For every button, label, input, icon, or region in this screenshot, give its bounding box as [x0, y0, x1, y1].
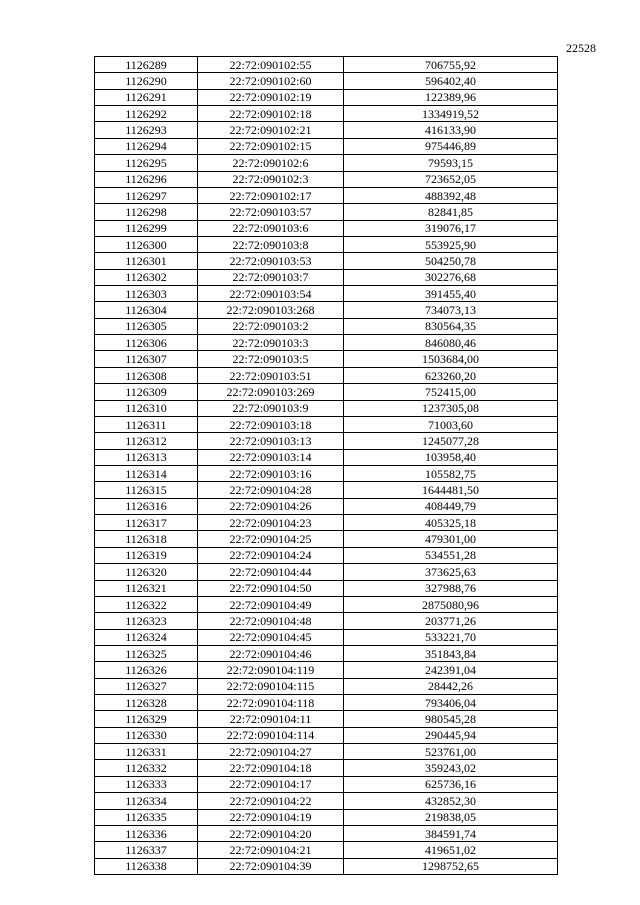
value-cell: 391455,40	[344, 286, 558, 302]
value-cell: 479301,00	[344, 531, 558, 547]
cadastral-number-cell: 22:72:090104:44	[198, 564, 344, 580]
row-number-cell: 1126294	[95, 138, 198, 154]
table-row	[95, 269, 558, 285]
table-row	[95, 858, 558, 874]
table-row	[95, 629, 558, 645]
row-number-cell: 1126327	[95, 678, 198, 694]
value-cell: 408449,79	[344, 498, 558, 514]
value-cell: 384591,74	[344, 825, 558, 841]
row-number-cell: 1126291	[95, 89, 198, 105]
value-cell: 553925,90	[344, 236, 558, 252]
value-cell: 351843,84	[344, 645, 558, 661]
value-cell: 793406,04	[344, 695, 558, 711]
cadastral-number-cell: 22:72:090104:20	[198, 825, 344, 841]
cadastral-number-cell: 22:72:090103:5	[198, 351, 344, 367]
row-number-cell: 1126314	[95, 465, 198, 481]
row-number-cell: 1126290	[95, 73, 198, 89]
row-number-cell: 1126333	[95, 776, 198, 792]
cadastral-number-cell: 22:72:090104:11	[198, 711, 344, 727]
value-cell: 504250,78	[344, 253, 558, 269]
row-number-cell: 1126317	[95, 515, 198, 531]
row-number-cell: 1126299	[95, 220, 198, 236]
cadastral-number-cell: 22:72:090102:18	[198, 106, 344, 122]
row-number-cell: 1126300	[95, 236, 198, 252]
cadastral-number-cell: 22:72:090102:3	[198, 171, 344, 187]
table-row	[95, 302, 558, 318]
cadastral-number-cell: 22:72:090104:50	[198, 580, 344, 596]
value-cell: 1644481,50	[344, 482, 558, 498]
row-number-cell: 1126310	[95, 400, 198, 416]
value-cell: 71003,60	[344, 416, 558, 432]
table-row	[95, 809, 558, 825]
table-row	[95, 204, 558, 220]
row-number-cell: 1126307	[95, 351, 198, 367]
cadastral-number-cell: 22:72:090104:28	[198, 482, 344, 498]
value-cell: 1334919,52	[344, 106, 558, 122]
row-number-cell: 1126338	[95, 858, 198, 874]
row-number-cell: 1126302	[95, 269, 198, 285]
table-row	[95, 580, 558, 596]
row-number-cell: 1126334	[95, 793, 198, 809]
row-number-cell: 1126295	[95, 155, 198, 171]
value-cell: 752415,00	[344, 384, 558, 400]
row-number-cell: 1126335	[95, 809, 198, 825]
value-cell: 290445,94	[344, 727, 558, 743]
cadastral-number-cell: 22:72:090104:22	[198, 793, 344, 809]
value-cell: 419651,02	[344, 842, 558, 858]
table-row	[95, 711, 558, 727]
row-number-cell: 1126296	[95, 171, 198, 187]
cadastral-number-cell: 22:72:090103:7	[198, 269, 344, 285]
table-row	[95, 613, 558, 629]
value-cell: 103958,40	[344, 449, 558, 465]
row-number-cell: 1126320	[95, 564, 198, 580]
value-cell: 122389,96	[344, 89, 558, 105]
table-row	[95, 842, 558, 858]
value-cell: 405325,18	[344, 515, 558, 531]
value-cell: 533221,70	[344, 629, 558, 645]
table-row	[95, 318, 558, 334]
value-cell: 1237305,08	[344, 400, 558, 416]
row-number-cell: 1126337	[95, 842, 198, 858]
row-number-cell: 1126322	[95, 596, 198, 612]
row-number-cell: 1126336	[95, 825, 198, 841]
cadastral-number-cell: 22:72:090104:48	[198, 613, 344, 629]
table-row	[95, 57, 558, 73]
cadastral-number-cell: 22:72:090104:27	[198, 744, 344, 760]
value-cell: 734073,13	[344, 302, 558, 318]
cadastral-number-cell: 22:72:090102:60	[198, 73, 344, 89]
table-row	[95, 122, 558, 138]
cadastral-number-cell: 22:72:090104:26	[198, 498, 344, 514]
cadastral-number-cell: 22:72:090104:19	[198, 809, 344, 825]
table-row	[95, 335, 558, 351]
registry-table-body	[95, 57, 558, 875]
table-row	[95, 547, 558, 563]
cadastral-number-cell: 22:72:090104:115	[198, 678, 344, 694]
value-cell: 203771,26	[344, 613, 558, 629]
table-row	[95, 760, 558, 776]
table-row	[95, 416, 558, 432]
row-number-cell: 1126319	[95, 547, 198, 563]
row-number-cell: 1126309	[95, 384, 198, 400]
cadastral-number-cell: 22:72:090104:114	[198, 727, 344, 743]
table-row	[95, 73, 558, 89]
table-row	[95, 187, 558, 203]
value-cell: 302276,68	[344, 269, 558, 285]
cadastral-number-cell: 22:72:090103:54	[198, 286, 344, 302]
cadastral-number-cell: 22:72:090103:269	[198, 384, 344, 400]
cadastral-number-cell: 22:72:090102:21	[198, 122, 344, 138]
table-row	[95, 351, 558, 367]
cadastral-number-cell: 22:72:090102:19	[198, 89, 344, 105]
table-row	[95, 367, 558, 383]
cadastral-number-cell: 22:72:090103:13	[198, 433, 344, 449]
cadastral-number-cell: 22:72:090104:118	[198, 695, 344, 711]
row-number-cell: 1126323	[95, 613, 198, 629]
row-number-cell: 1126332	[95, 760, 198, 776]
cadastral-number-cell: 22:72:090103:16	[198, 465, 344, 481]
row-number-cell: 1126328	[95, 695, 198, 711]
table-row	[95, 220, 558, 236]
row-number-cell: 1126329	[95, 711, 198, 727]
table-row	[95, 744, 558, 760]
value-cell: 105582,75	[344, 465, 558, 481]
row-number-cell: 1126289	[95, 57, 198, 73]
table-row	[95, 155, 558, 171]
table-row	[95, 236, 558, 252]
table-row	[95, 662, 558, 678]
cadastral-number-cell: 22:72:090103:53	[198, 253, 344, 269]
row-number-cell: 1126298	[95, 204, 198, 220]
row-number-cell: 1126331	[95, 744, 198, 760]
value-cell: 28442,26	[344, 678, 558, 694]
table-row	[95, 400, 558, 416]
registry-table	[94, 56, 558, 875]
value-cell: 1503684,00	[344, 351, 558, 367]
cadastral-number-cell: 22:72:090104:21	[198, 842, 344, 858]
table-row	[95, 645, 558, 661]
cadastral-number-cell: 22:72:090104:24	[198, 547, 344, 563]
cadastral-number-cell: 22:72:090103:8	[198, 236, 344, 252]
value-cell: 523761,00	[344, 744, 558, 760]
cadastral-number-cell: 22:72:090102:15	[198, 138, 344, 154]
row-number-cell: 1126326	[95, 662, 198, 678]
cadastral-number-cell: 22:72:090104:46	[198, 645, 344, 661]
value-cell: 488392,48	[344, 187, 558, 203]
table-row	[95, 776, 558, 792]
cadastral-number-cell: 22:72:090102:17	[198, 187, 344, 203]
row-number-cell: 1126325	[95, 645, 198, 661]
table-row	[95, 253, 558, 269]
row-number-cell: 1126297	[95, 187, 198, 203]
cadastral-number-cell: 22:72:090104:18	[198, 760, 344, 776]
row-number-cell: 1126304	[95, 302, 198, 318]
row-number-cell: 1126305	[95, 318, 198, 334]
value-cell: 319076,17	[344, 220, 558, 236]
row-number-cell: 1126330	[95, 727, 198, 743]
cadastral-number-cell: 22:72:090104:119	[198, 662, 344, 678]
cadastral-number-cell: 22:72:090103:57	[198, 204, 344, 220]
value-cell: 416133,90	[344, 122, 558, 138]
cadastral-number-cell: 22:72:090103:3	[198, 335, 344, 351]
value-cell: 830564,35	[344, 318, 558, 334]
value-cell: 980545,28	[344, 711, 558, 727]
cadastral-number-cell: 22:72:090104:45	[198, 629, 344, 645]
table-row	[95, 449, 558, 465]
cadastral-number-cell: 22:72:090104:49	[198, 596, 344, 612]
table-row	[95, 531, 558, 547]
cadastral-number-cell: 22:72:090102:6	[198, 155, 344, 171]
table-row	[95, 695, 558, 711]
cadastral-number-cell: 22:72:090104:17	[198, 776, 344, 792]
value-cell: 975446,89	[344, 138, 558, 154]
value-cell: 359243,02	[344, 760, 558, 776]
value-cell: 219838,05	[344, 809, 558, 825]
value-cell: 706755,92	[344, 57, 558, 73]
row-number-cell: 1126324	[95, 629, 198, 645]
table-row	[95, 106, 558, 122]
table-row	[95, 171, 558, 187]
cadastral-number-cell: 22:72:090103:268	[198, 302, 344, 318]
cadastral-number-cell: 22:72:090104:39	[198, 858, 344, 874]
cadastral-number-cell: 22:72:090103:2	[198, 318, 344, 334]
cadastral-number-cell: 22:72:090102:55	[198, 57, 344, 73]
value-cell: 373625,63	[344, 564, 558, 580]
table-row	[95, 433, 558, 449]
table-row	[95, 564, 558, 580]
row-number-cell: 1126306	[95, 335, 198, 351]
row-number-cell: 1126311	[95, 416, 198, 432]
table-row	[95, 89, 558, 105]
value-cell: 2875080,96	[344, 596, 558, 612]
row-number-cell: 1126318	[95, 531, 198, 547]
table-row	[95, 384, 558, 400]
value-cell: 625736,16	[344, 776, 558, 792]
row-number-cell: 1126315	[95, 482, 198, 498]
table-row	[95, 793, 558, 809]
row-number-cell: 1126316	[95, 498, 198, 514]
cadastral-number-cell: 22:72:090104:25	[198, 531, 344, 547]
value-cell: 1298752,65	[344, 858, 558, 874]
value-cell: 1245077,28	[344, 433, 558, 449]
table-row	[95, 482, 558, 498]
row-number-cell: 1126308	[95, 367, 198, 383]
value-cell: 432852,30	[344, 793, 558, 809]
row-number-cell: 1126313	[95, 449, 198, 465]
table-row	[95, 138, 558, 154]
row-number-cell: 1126321	[95, 580, 198, 596]
value-cell: 242391,04	[344, 662, 558, 678]
row-number-cell: 1126312	[95, 433, 198, 449]
table-row	[95, 465, 558, 481]
table-row	[95, 825, 558, 841]
table-row	[95, 498, 558, 514]
value-cell: 623260,20	[344, 367, 558, 383]
row-number-cell: 1126293	[95, 122, 198, 138]
table-row	[95, 286, 558, 302]
cadastral-number-cell: 22:72:090104:23	[198, 515, 344, 531]
row-number-cell: 1126292	[95, 106, 198, 122]
value-cell: 327988,76	[344, 580, 558, 596]
cadastral-number-cell: 22:72:090103:6	[198, 220, 344, 236]
table-row	[95, 727, 558, 743]
cadastral-number-cell: 22:72:090103:14	[198, 449, 344, 465]
value-cell: 723652,05	[344, 171, 558, 187]
cadastral-number-cell: 22:72:090103:51	[198, 367, 344, 383]
page-number: 22528	[566, 41, 596, 55]
table-row	[95, 596, 558, 612]
row-number-cell: 1126301	[95, 253, 198, 269]
table-row	[95, 515, 558, 531]
row-number-cell: 1126303	[95, 286, 198, 302]
value-cell: 596402,40	[344, 73, 558, 89]
table-row	[95, 678, 558, 694]
value-cell: 82841,85	[344, 204, 558, 220]
cadastral-number-cell: 22:72:090103:18	[198, 416, 344, 432]
value-cell: 79593,15	[344, 155, 558, 171]
cadastral-number-cell: 22:72:090103:9	[198, 400, 344, 416]
value-cell: 846080,46	[344, 335, 558, 351]
value-cell: 534551,28	[344, 547, 558, 563]
